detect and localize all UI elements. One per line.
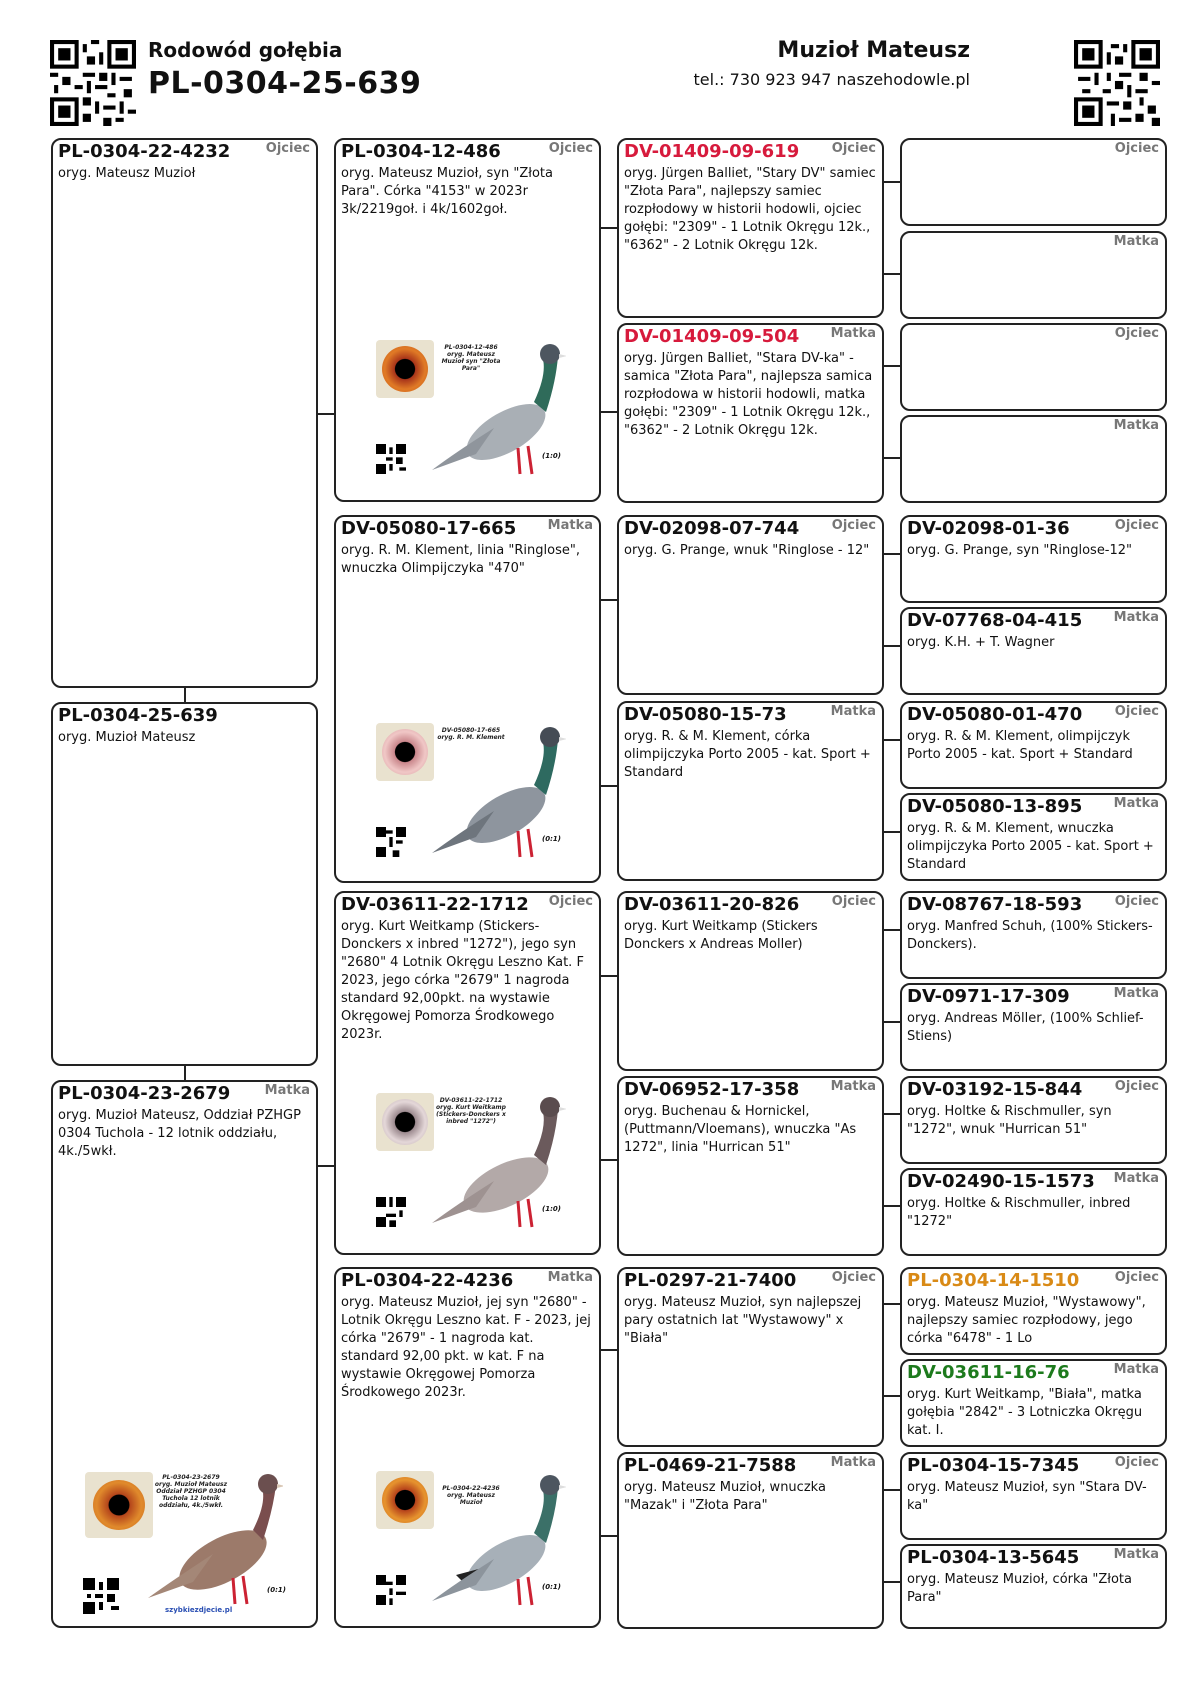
bird-card-g4-9[interactable] bbox=[900, 891, 1167, 979]
ring-number: DV-0971-17-309 bbox=[907, 986, 1070, 1007]
sex-label: Ojciec bbox=[831, 894, 876, 909]
sex-label: Matka bbox=[830, 704, 876, 719]
qr-code-icon-left[interactable] bbox=[50, 40, 136, 126]
owner-contact[interactable]: tel.: 730 923 947 naszehodowle.pl bbox=[693, 70, 970, 89]
bird-card-g3-1[interactable] bbox=[617, 138, 884, 318]
qr-code-icon[interactable] bbox=[83, 1578, 119, 1614]
bird-card-g3-2[interactable] bbox=[617, 323, 884, 503]
ring-number: DV-06952-17-358 bbox=[624, 1079, 800, 1100]
bird-card-dam[interactable] bbox=[51, 1080, 318, 1628]
bird-card-maternal-grandsire[interactable] bbox=[334, 891, 601, 1255]
bird-description: oryg. Muzioł Mateusz, Oddział PZHGP 0304 Tuchola - 12 lotnik oddziału, 4k./5wkł. bbox=[58, 1108, 301, 1159]
bird-card-g4-6[interactable] bbox=[900, 607, 1167, 695]
bird-description: oryg. Mateusz Muzioł, "Wystawowy", najlepszy samiec rozpłodowy, jego córka "6478" - 1 Lo bbox=[907, 1295, 1146, 1346]
bird-description: oryg. Holtke & Rischmuller, syn "1272", wnuk "Hurrican 51" bbox=[907, 1104, 1112, 1137]
ring-number: DV-05080-13-895 bbox=[907, 796, 1083, 817]
ring-number: DV-01409-09-619 bbox=[624, 141, 800, 162]
bird-card-g3-7[interactable] bbox=[617, 1267, 884, 1447]
bird-card-paternal-granddam[interactable] bbox=[334, 515, 601, 883]
sex-ratio-label: (0:1) bbox=[542, 835, 561, 843]
bird-description: oryg. Kurt Weitkamp (Stickers-Donckers x inbred "1272"), jego syn "2680" 4 Lotnik Okręgu Leszno Kat. F 2023, jego córka "2679" 1 nagroda standard 92,00pkt. na wystawie Okręgowej Pomorza Środkowego 2023r. bbox=[341, 919, 584, 1042]
bird-card-g3-3[interactable] bbox=[617, 515, 884, 695]
ring-number: PL-0304-22-4232 bbox=[58, 141, 231, 162]
ring-number: PL-0469-21-7588 bbox=[624, 1455, 797, 1476]
bird-description: oryg. Kurt Weitkamp (Stickers Donckers x Andreas Moller) bbox=[624, 919, 818, 952]
bird-card-subject[interactable] bbox=[51, 702, 318, 1066]
sex-label: Matka bbox=[830, 1455, 876, 1470]
sex-label: Ojciec bbox=[1114, 518, 1159, 533]
ring-number: DV-05080-17-665 bbox=[341, 518, 517, 539]
pedigree-ring-number: PL-0304-25-639 bbox=[148, 66, 422, 101]
bird-card-g3-8[interactable] bbox=[617, 1452, 884, 1629]
sex-label: Ojciec bbox=[831, 1270, 876, 1285]
ring-number: DV-03611-20-826 bbox=[624, 894, 800, 915]
ring-number: DV-02490-15-1573 bbox=[907, 1171, 1095, 1192]
bird-card-g4-11[interactable] bbox=[900, 1076, 1167, 1164]
qr-code-icon[interactable] bbox=[376, 827, 406, 857]
sex-ratio-label: (1:0) bbox=[542, 452, 561, 460]
bird-card-g4-13[interactable] bbox=[900, 1267, 1167, 1355]
sex-label: Ojciec bbox=[831, 141, 876, 156]
qr-code-icon[interactable] bbox=[376, 1197, 406, 1227]
sex-label: Ojciec bbox=[1114, 141, 1159, 156]
photo-caption: PL-0304-12-486 oryg. Mateusz Muzioł syn "Złota Para" bbox=[441, 344, 501, 372]
bird-description: oryg. Mateusz Muzioł bbox=[58, 166, 196, 181]
bird-description: oryg. R. & M. Klement, wnuczka olimpijczyka Porto 2005 - kat. Sport + Standard bbox=[907, 821, 1154, 872]
bird-description: oryg. Andreas Möller, (100% Schlief-Stiens) bbox=[907, 1011, 1144, 1044]
sex-label: Matka bbox=[547, 1270, 593, 1285]
pedigree-subtitle: Rodowód gołębia bbox=[148, 38, 343, 62]
ring-number: PL-0304-25-639 bbox=[58, 705, 218, 726]
ring-number: PL-0304-22-4236 bbox=[341, 1270, 514, 1291]
pigeon-image bbox=[426, 1093, 566, 1239]
photo-caption: DV-03611-22-1712 oryg. Kurt Weitkamp (Stickers-Donckers x inbred "1272") bbox=[436, 1097, 506, 1125]
bird-card-g3-6[interactable] bbox=[617, 1076, 884, 1256]
bird-card-g3-4[interactable] bbox=[617, 701, 884, 881]
sex-label: Ojciec bbox=[1114, 704, 1159, 719]
pigeon-image bbox=[426, 723, 566, 869]
bird-description: oryg. G. Prange, syn "Ringlose-12" bbox=[907, 543, 1133, 558]
sex-label: Ojciec bbox=[265, 141, 310, 156]
sex-label: Matka bbox=[1113, 418, 1159, 433]
bird-description: oryg. Holtke & Rischmuller, inbred "1272" bbox=[907, 1196, 1131, 1229]
bird-card-g4-4[interactable] bbox=[900, 415, 1167, 503]
sex-label: Matka bbox=[264, 1083, 310, 1098]
bird-card-g4-1[interactable] bbox=[900, 138, 1167, 226]
owner-name: Muzioł Mateusz bbox=[777, 38, 970, 63]
pigeon-photo bbox=[376, 1471, 566, 1621]
ring-number: DV-03192-15-844 bbox=[907, 1079, 1083, 1100]
bird-card-g4-2[interactable] bbox=[900, 231, 1167, 319]
bird-description: oryg. Kurt Weitkamp, "Biała", matka gołębia "2842" - 3 Lotniczka Okręgu kat. I. bbox=[907, 1387, 1143, 1438]
sex-ratio-label: (0:1) bbox=[267, 1586, 286, 1594]
bird-description: oryg. Mateusz Muzioł, jej syn "2680" - Lotnik Okręgu Leszno kat. F - 2023, jej córka "2679" - 1 nagroda kat. standard 92,00 pkt. w kat. F na wystawie Okręgowej Pomorza Środkowego 2023r. bbox=[341, 1295, 591, 1400]
pigeon-photo bbox=[376, 1093, 566, 1243]
ring-number: PL-0304-23-2679 bbox=[58, 1083, 231, 1104]
bird-description: oryg. R. & M. Klement, córka olimpijczyka Porto 2005 - kat. Sport + Standard bbox=[624, 729, 871, 780]
pigeon-image bbox=[143, 1470, 283, 1616]
ring-number: PL-0304-14-1510 bbox=[907, 1270, 1080, 1291]
sex-label: Ojciec bbox=[1114, 1455, 1159, 1470]
sex-label: Ojciec bbox=[1114, 326, 1159, 341]
sex-label: Matka bbox=[1113, 1171, 1159, 1186]
sex-label: Ojciec bbox=[548, 141, 593, 156]
sex-label: Ojciec bbox=[1114, 1079, 1159, 1094]
bird-description: oryg. Mateusz Muzioł, syn najlepszej pary ostatnich lat "Wystawowy" x "Biała" bbox=[624, 1295, 862, 1346]
sex-label: Matka bbox=[1113, 796, 1159, 811]
photo-caption: PL-0304-23-2679 oryg. Muzioł Mateusz Oddział PZHGP 0304 Tuchola 12 lotnik oddziału, 4k./5wkł. bbox=[154, 1474, 228, 1509]
photo-caption: DV-05080-17-665 oryg. R. M. Klement bbox=[437, 727, 505, 741]
bird-description: oryg. R. M. Klement, linia "Ringlose", wnuczka Olimpijczyka "470" bbox=[341, 543, 580, 576]
ring-number: DV-02098-07-744 bbox=[624, 518, 800, 539]
bird-description: oryg. G. Prange, wnuk "Ringlose - 12" bbox=[624, 543, 870, 558]
bird-description: oryg. Mateusz Muzioł, syn "Stara DV-ka" bbox=[907, 1480, 1147, 1513]
qr-code-icon[interactable] bbox=[376, 444, 406, 474]
sex-label: Matka bbox=[1113, 234, 1159, 249]
bird-description: oryg. Mateusz Muzioł, córka "Złota Para" bbox=[907, 1572, 1132, 1605]
ring-number: DV-05080-15-73 bbox=[624, 704, 787, 725]
ring-number: DV-07768-04-415 bbox=[907, 610, 1083, 631]
pigeon-photo bbox=[83, 1470, 293, 1620]
bird-card-g3-5[interactable] bbox=[617, 891, 884, 1071]
bird-description: oryg. Buchenau & Hornickel, (Puttmann/Vloemans), wnuczka "As 1272", linia "Hurrican 51" bbox=[624, 1104, 857, 1155]
bird-card-paternal-grandsire[interactable] bbox=[334, 138, 601, 502]
ring-number: PL-0304-12-486 bbox=[341, 141, 501, 162]
ring-number: DV-08767-18-593 bbox=[907, 894, 1083, 915]
qr-code-icon-right[interactable] bbox=[1074, 40, 1160, 126]
ring-number: DV-02098-01-36 bbox=[907, 518, 1070, 539]
bird-description: oryg. Jürgen Balliet, "Stary DV" samiec "Złota Para", najlepszy samiec rozpłodowy w historii hodowli, ojciec gołębi: "2309" - 1 Lotnik Okręgu 12k., "6362" - 2 Lotnik Okręgu 12k. bbox=[624, 166, 876, 253]
bird-description: oryg. R. & M. Klement, olimpijczyk Porto 2005 - kat. Sport + Standard bbox=[907, 729, 1133, 762]
sex-label: Ojciec bbox=[1114, 894, 1159, 909]
sex-label: Matka bbox=[547, 518, 593, 533]
sex-label: Ojciec bbox=[548, 894, 593, 909]
sex-label: Matka bbox=[1113, 1362, 1159, 1377]
bird-card-g4-3[interactable] bbox=[900, 323, 1167, 411]
bird-card-g4-14[interactable] bbox=[900, 1359, 1167, 1447]
bird-card-g4-12[interactable] bbox=[900, 1168, 1167, 1256]
sex-label: Matka bbox=[1113, 986, 1159, 1001]
pigeon-image bbox=[426, 1471, 566, 1617]
sex-label: Ojciec bbox=[831, 518, 876, 533]
sex-label: Matka bbox=[830, 326, 876, 341]
bird-card-g4-10[interactable] bbox=[900, 983, 1167, 1071]
bird-description: oryg. Manfred Schuh, (100% Stickers-Donckers). bbox=[907, 919, 1153, 952]
bird-card-g4-15[interactable] bbox=[900, 1452, 1167, 1540]
bird-description: oryg. K.H. + T. Wagner bbox=[907, 635, 1055, 650]
sex-ratio-label: (0:1) bbox=[542, 1583, 561, 1591]
ring-number: DV-01409-09-504 bbox=[624, 326, 800, 347]
sex-label: Ojciec bbox=[1114, 1270, 1159, 1285]
bird-description: oryg. Mateusz Muzioł, syn "Złota Para". Córka "4153" w 2023r 3k/2219goł. i 4k/1602goł. bbox=[341, 166, 553, 217]
bird-card-maternal-granddam[interactable] bbox=[334, 1267, 601, 1628]
ring-number: DV-03611-16-76 bbox=[907, 1362, 1070, 1383]
bird-description: oryg. Muzioł Mateusz bbox=[58, 730, 196, 745]
bird-card-g4-8[interactable] bbox=[900, 793, 1167, 881]
ring-number: DV-03611-22-1712 bbox=[341, 894, 529, 915]
pigeon-photo bbox=[376, 340, 566, 490]
ring-number: DV-05080-01-470 bbox=[907, 704, 1083, 725]
bird-description: oryg. Jürgen Balliet, "Stara DV-ka" - samica "Złota Para", najlepsza samica rozpłodowa w historii hodowli, matka gołębi: "2309" - 1 Lotnik Okręgu 12k., "6362" - 2 Lotnik Okręgu 12k. bbox=[624, 351, 873, 438]
bird-description: oryg. Mateusz Muzioł, wnuczka "Mazak" i "Złota Para" bbox=[624, 1480, 826, 1513]
photographer-brand: szybkiezdjecie.pl bbox=[165, 1606, 233, 1614]
sex-ratio-label: (1:0) bbox=[542, 1205, 561, 1213]
bird-card-g4-5[interactable] bbox=[900, 515, 1167, 603]
qr-code-icon[interactable] bbox=[376, 1575, 406, 1605]
photo-caption: PL-0304-22-4236 oryg. Mateusz Muzioł bbox=[442, 1485, 500, 1506]
bird-card-g4-16[interactable] bbox=[900, 1544, 1167, 1629]
ring-number: PL-0304-15-7345 bbox=[907, 1455, 1080, 1476]
sex-label: Matka bbox=[1113, 610, 1159, 625]
bird-card-sire[interactable] bbox=[51, 138, 318, 688]
sex-label: Matka bbox=[1113, 1547, 1159, 1562]
ring-number: PL-0304-13-5645 bbox=[907, 1547, 1080, 1568]
bird-card-g4-7[interactable] bbox=[900, 701, 1167, 789]
ring-number: PL-0297-21-7400 bbox=[624, 1270, 797, 1291]
pigeon-image bbox=[426, 340, 566, 486]
pigeon-photo bbox=[376, 723, 566, 873]
sex-label: Matka bbox=[830, 1079, 876, 1094]
